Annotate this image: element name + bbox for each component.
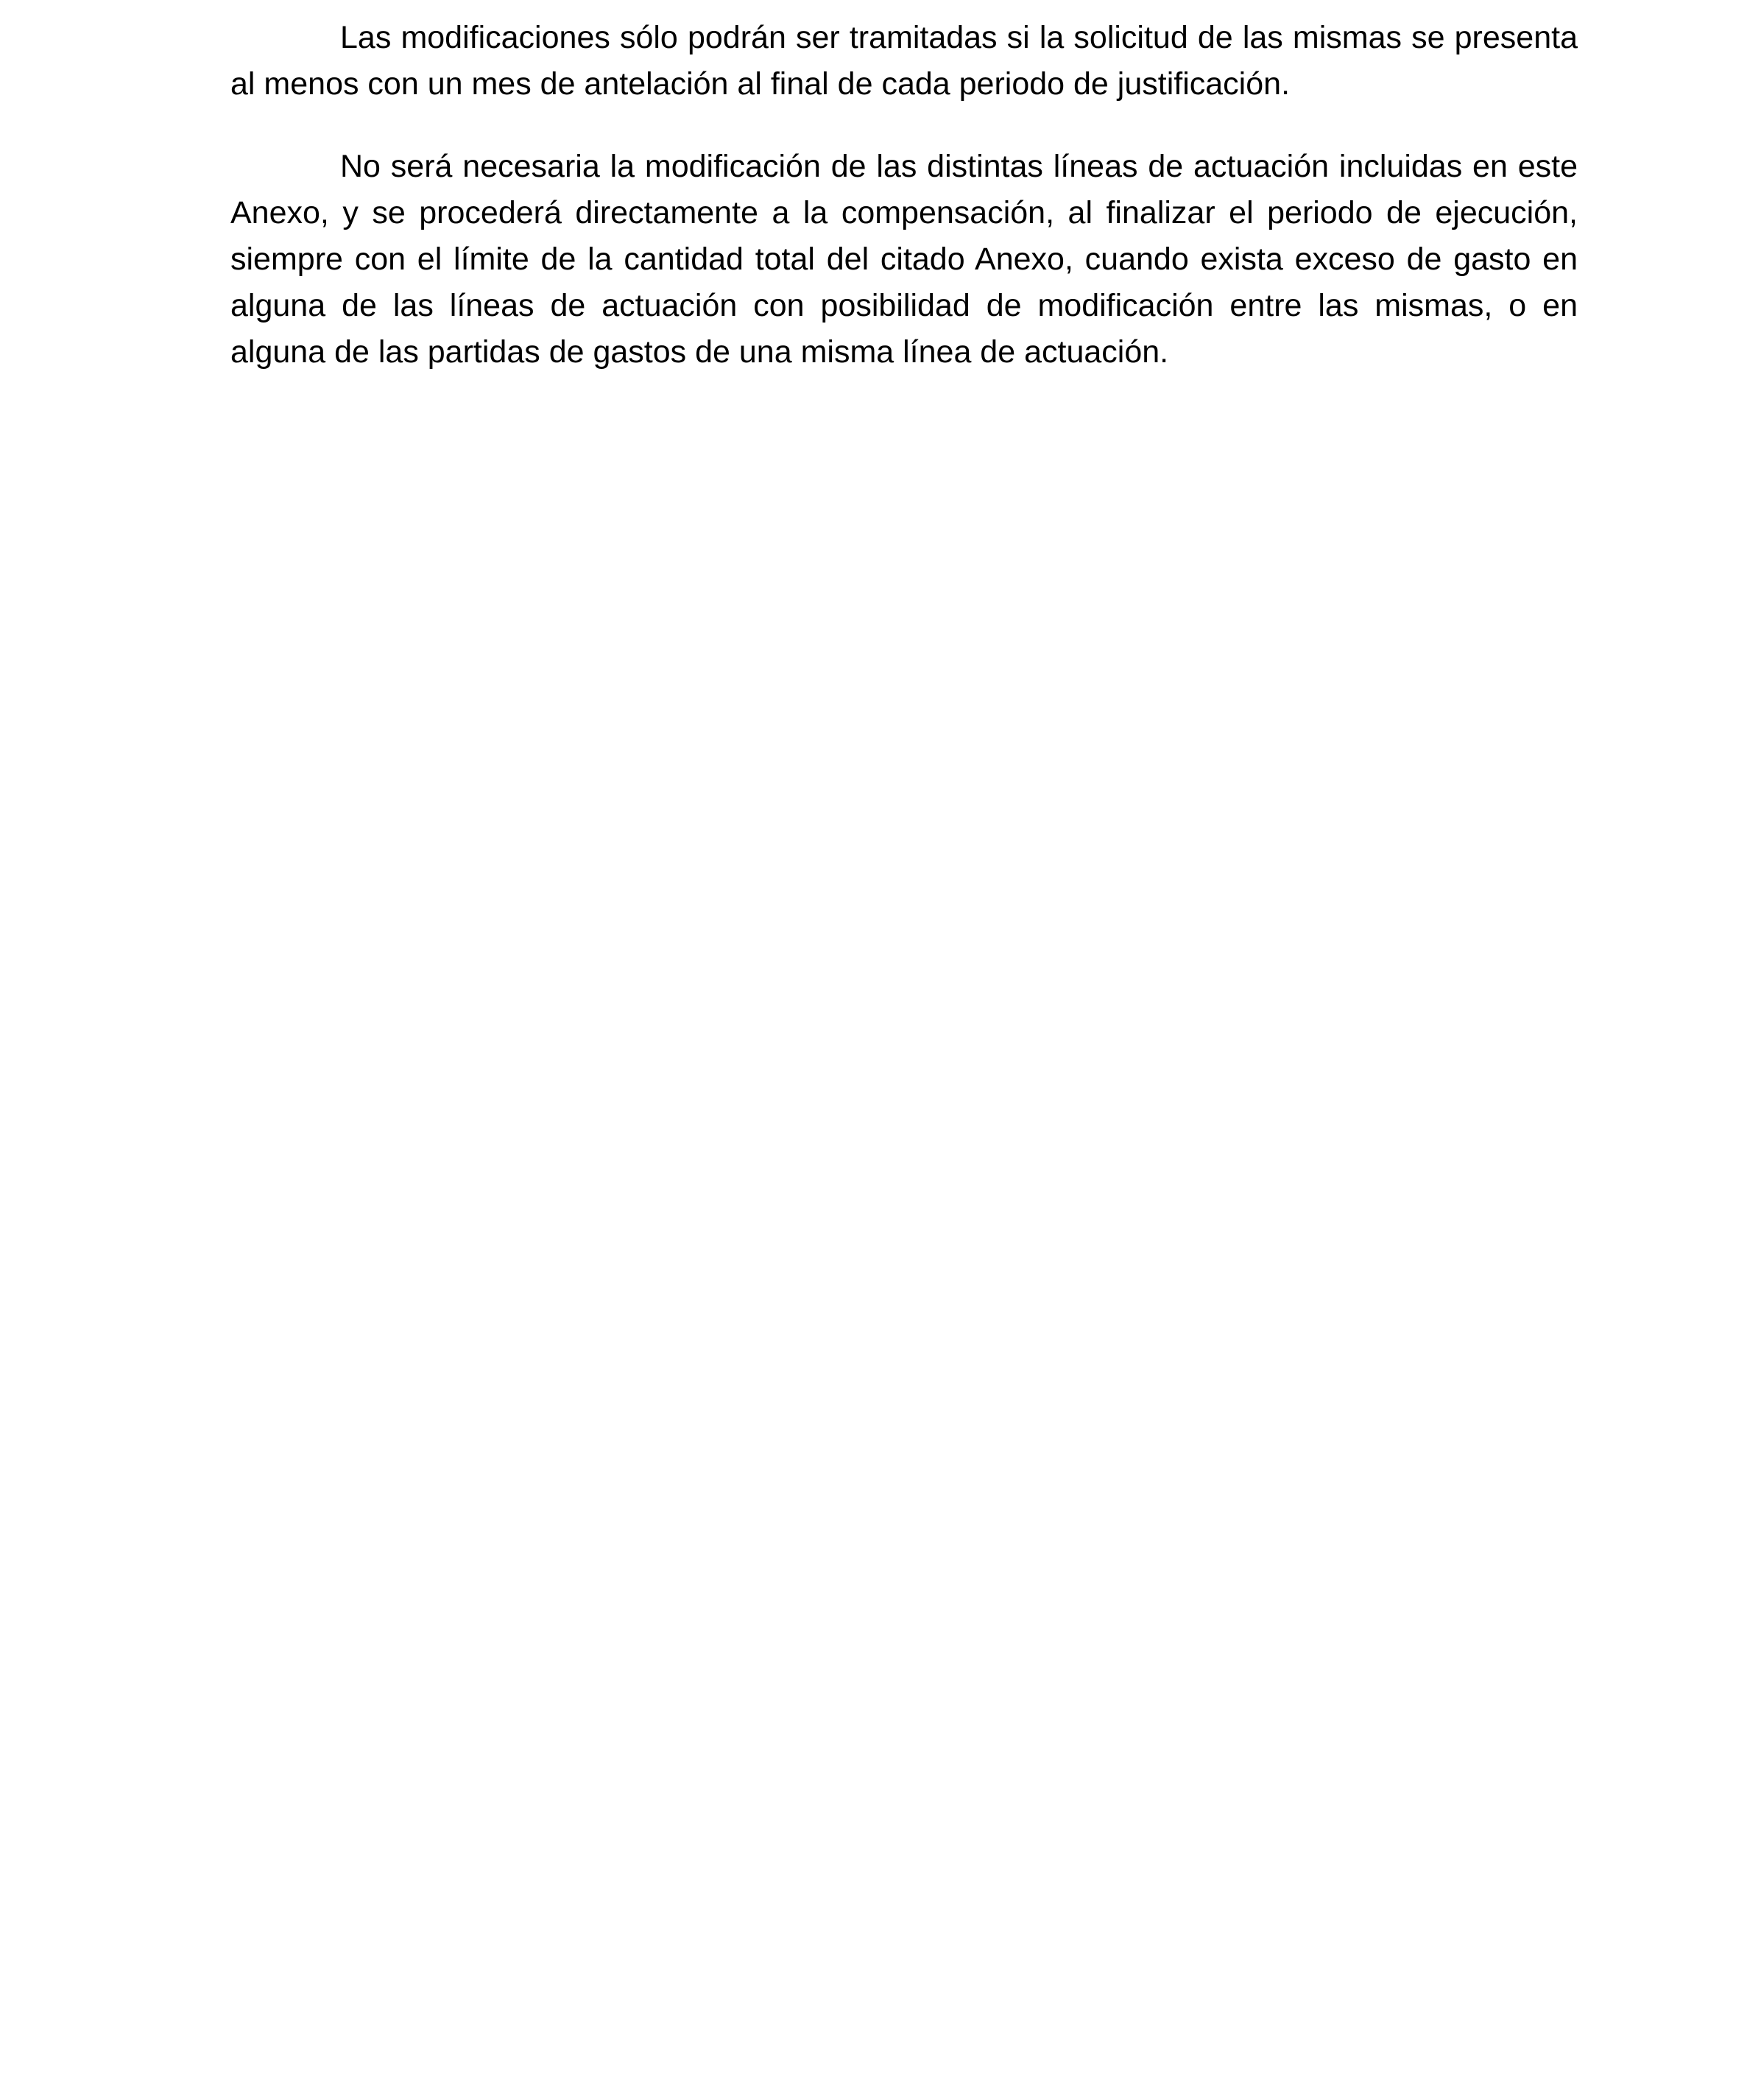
document-body — [230, 15, 1578, 412]
paragraph-no-sera-necesaria: No será necesaria la modificación de las distintas líneas de actuación incluidas en este Anexo, y se procederá directamente a la compensación, al finalizar el periodo de ejecución, siempre con el límite de la cantidad total del citado Anexo, cuando exista exceso de gasto en alguna de las líneas de actuación con posibilidad de modificación entre las mismas, o en alguna de las partidas de gastos de una misma línea de actuación. — [230, 149, 1578, 370]
paragraph-modificaciones: Las modificaciones sólo podrán ser tramitadas si la solicitud de las mismas se presenta al menos con un mes de antelación al final de cada periodo de justificación. — [230, 20, 1578, 102]
